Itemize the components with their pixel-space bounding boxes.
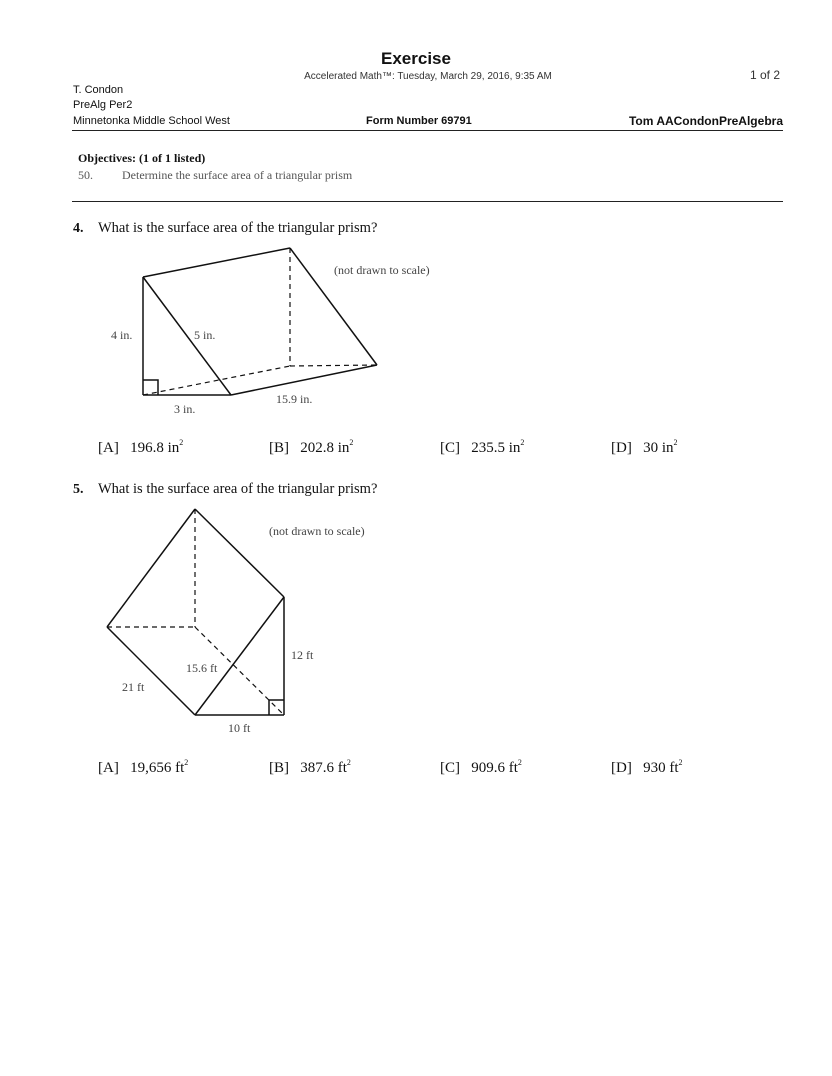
q5-answer-a-letter: [A] — [98, 760, 119, 776]
objective-text: Determine the surface area of a triangular prism — [122, 168, 353, 182]
q5-answer-a-exponent: 2 — [184, 758, 189, 767]
objectives-heading: Objectives: (1 of 1 listed) — [78, 151, 206, 165]
q4-answer-d-letter: [D] — [611, 440, 632, 456]
q4-label-height: 4 in. — [111, 328, 133, 342]
page-number: 1 of 2 — [749, 68, 780, 82]
student-name: Tom AACondonPreAlgebra — [628, 114, 783, 128]
q5-answer-a-value: 19,656 ft — [130, 760, 185, 776]
q5-label-base: 10 ft — [228, 721, 251, 735]
q4-answer-c-value: 235.5 in — [471, 440, 521, 456]
objective-number: 50. — [78, 168, 93, 182]
q4-answer-b-letter: [B] — [269, 440, 289, 456]
q4-answer-d-exponent: 2 — [673, 438, 678, 447]
q4-answer-b-exponent: 2 — [349, 438, 354, 447]
q5-label-height: 12 ft — [291, 648, 314, 662]
q5-answer-b-letter: [B] — [269, 760, 289, 776]
q5-edge-front-hypotenuse — [195, 597, 284, 715]
q5-answer-b — [269, 758, 351, 777]
q4-answer-d-value: 30 in — [643, 440, 674, 456]
q5-answer-d-value: 930 ft — [643, 760, 679, 776]
school-name: Minnetonka Middle School West — [73, 115, 230, 127]
q5-answer-b-value: 387.6 ft — [300, 760, 347, 776]
q5-answer-c-value: 909.6 ft — [471, 760, 518, 776]
q5-answer-c-exponent: 2 — [517, 758, 522, 767]
question-4-scale-note: (not drawn to scale) — [334, 263, 430, 277]
q4-label-base: 3 in. — [174, 402, 196, 416]
q4-answer-a-exponent: 2 — [179, 438, 184, 447]
q5-answer-d-letter: [D] — [611, 760, 632, 776]
q5-answer-d-exponent: 2 — [678, 758, 683, 767]
q5-answer-c — [440, 758, 522, 777]
question-5-text: What is the surface area of the triangular prism? — [98, 481, 378, 497]
class-name: PreAlg Per2 — [73, 99, 133, 111]
q4-answer-c-letter: [C] — [440, 440, 460, 456]
q4-answer-a-letter: [A] — [98, 440, 119, 456]
q4-answer-b-value: 202.8 in — [300, 440, 350, 456]
question-5-number: 5. — [73, 482, 84, 497]
q4-answer-a-value: 196.8 in — [130, 440, 180, 456]
q5-answer-b-exponent: 2 — [346, 758, 351, 767]
q5-label-length: 21 ft — [122, 680, 145, 694]
q5-answer-c-letter: [C] — [440, 760, 460, 776]
q5-answer-d — [611, 758, 683, 777]
q5-edge-top-ridge — [195, 509, 284, 597]
q5-label-hypotenuse: 15.6 ft — [186, 661, 218, 675]
form-number: Form Number 69791 — [366, 115, 472, 127]
question-5-scale-note: (not drawn to scale) — [269, 524, 365, 538]
teacher-name: T. Condon — [73, 84, 124, 96]
page-title: Exercise — [381, 49, 451, 68]
q5-edge-bottom-left — [107, 627, 195, 715]
q4-label-hypotenuse: 5 in. — [194, 328, 216, 342]
q5-answer-a — [98, 758, 188, 777]
q4-answer-c-exponent: 2 — [520, 438, 525, 447]
page-subtitle: Accelerated Math™: Tuesday, March 29, 2016, 9:35 AM — [304, 71, 552, 82]
question-4-text: What is the surface area of the triangular prism? — [98, 220, 378, 236]
q5-edge-back-slant — [107, 509, 195, 627]
question-4-number: 4. — [73, 221, 84, 236]
q4-label-length: 15.9 in. — [276, 392, 313, 406]
